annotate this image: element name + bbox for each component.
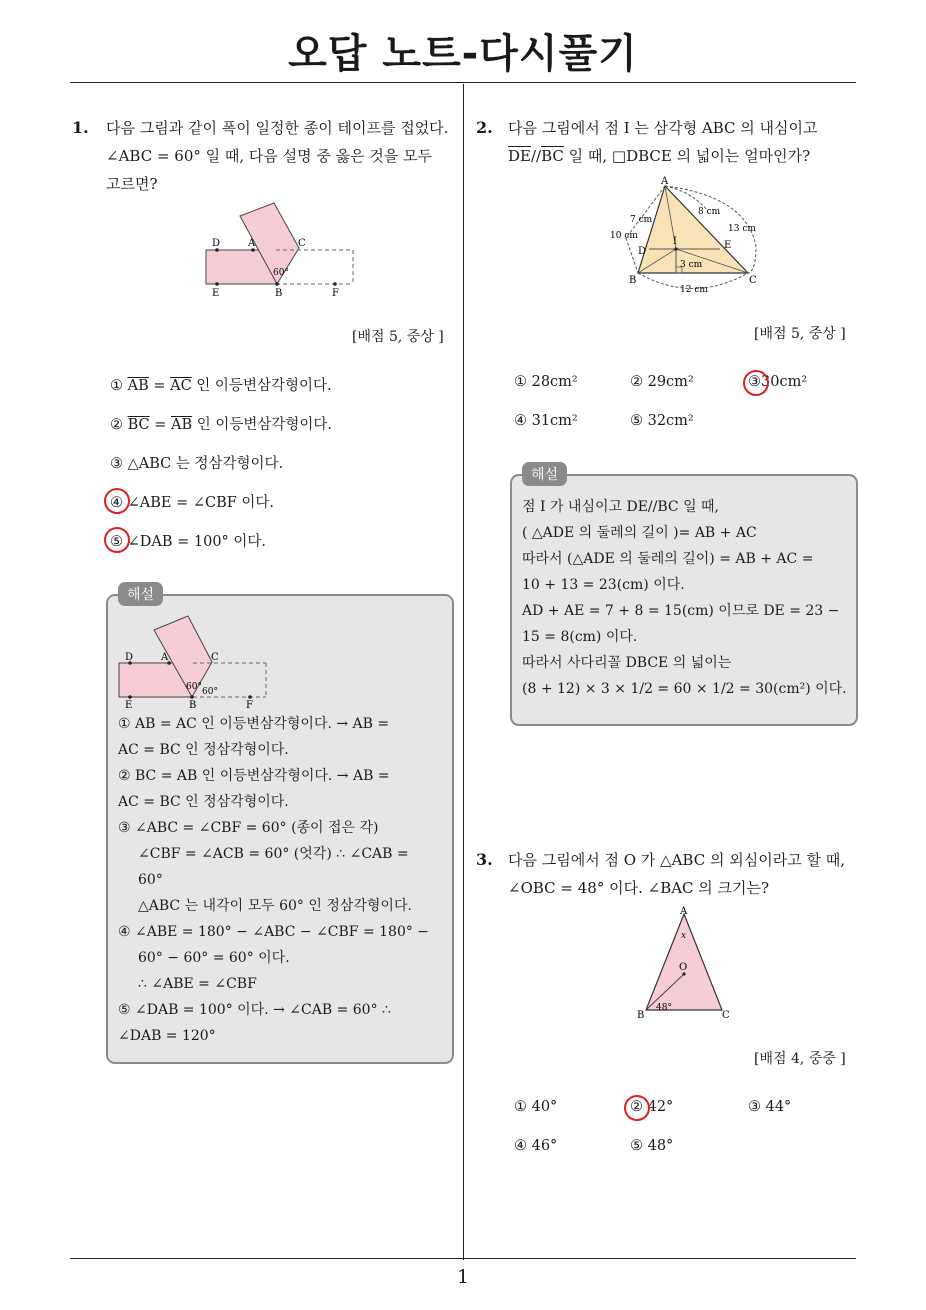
question-text: 다음 그림에서 점 O 가 △ABC 의 외심이라고 할 때, ∠OBC = 48° 이다. ∠BAC 의 크기는? <box>508 851 845 897</box>
length-13cm: 13 cm <box>728 224 756 234</box>
question-text: 다음 그림에서 점 I 는 삼각형 ABC 의 내심이고 $\overline{DE}//\overline{BC}$ 일 때, □DBCE 의 넓이는 얼마인가? <box>508 119 818 165</box>
label-F: F <box>332 288 339 299</box>
label-A: A <box>248 238 256 249</box>
angle-label: 60° <box>202 687 218 697</box>
choice-1[interactable]: ① 28cm² <box>514 374 578 390</box>
label-B: B <box>637 1010 645 1021</box>
choice-3[interactable]: ③30cm² <box>748 374 808 390</box>
choice-5[interactable]: ⑤ 32cm² <box>630 413 694 429</box>
label-C: C <box>749 275 757 286</box>
label-O: O <box>679 962 688 973</box>
solution-tape-figure <box>114 610 274 710</box>
score-label: [배점 5, 중상 ] <box>352 329 444 345</box>
score-label: [배점 5, 중상 ] <box>754 326 846 342</box>
solution-tag: 해설 <box>118 582 163 606</box>
choice-4[interactable]: ④ 31cm² <box>514 413 578 429</box>
solution-text: ① AB = AC 인 이등변삼각형이다. → AB = AC = BC 인 정삼각형이다. ② BC = AB 인 이등변삼각형이다. → AB = AC = BC 인 정삼각형이다. ③ ∠ABC = ∠CBF = 60° (종이 접은 각) ∠CBF = ∠ACB = 60° (엇각) ∴ ∠CAB = 60° △ABC 는 내각이 모두 60° 인 정삼각형이다. ④ ∠ABE = 180° − ∠ABC − ∠CBF = 180° − 60° − 60° = 60° 이다. ∴ ∠ABE = ∠CBF ⑤ ∠DAB = 100° 이다. → ∠CAB = 60° ∴ ∠DAB = 120° <box>118 716 430 1044</box>
choice-1[interactable]: ① 40° <box>514 1099 558 1115</box>
length-3cm: 3 cm <box>680 260 703 270</box>
length-7cm: 7 cm <box>630 215 653 225</box>
question-number: 2. <box>476 118 493 137</box>
angle-label: 60° <box>273 268 289 278</box>
choice-2[interactable]: ② $\overline{BC} = \overline{AB}$ 인 이등변삼각형이다. <box>110 417 333 433</box>
tape-figure <box>195 198 365 302</box>
length-12cm: 12 cm <box>680 285 708 295</box>
choice-2[interactable]: ② 29cm² <box>630 374 694 390</box>
choice-2[interactable]: ② 42° <box>630 1099 674 1115</box>
header-rule <box>70 82 856 83</box>
answer-circle <box>743 370 769 396</box>
label-D: D <box>212 238 221 249</box>
choice-5[interactable]: ⑤ 48° <box>630 1138 674 1154</box>
label-B: B <box>629 275 637 286</box>
length-8cm: 8 cm <box>698 207 721 217</box>
footer-rule <box>70 1258 856 1259</box>
choice-1[interactable]: ① $\overline{AB} = \overline{AC}$ 인 이등변삼각형이다. <box>110 378 332 394</box>
solution-text: 점 I 가 내심이고 DE//BC 일 때, ( △ADE 의 둘레의 길이 )= AB + AC 따라서 (△ADE 의 둘레의 길이) = AB + AC = 10 + 13 = 23(cm) 이다. AD + AE = 7 + 8 = 15(cm) 이므로 DE = 23 − 15 = 8(cm) 이다. 따라서 사다리꼴 DBCE 의 넓이는 (8 + 12) × 3 × 1/2 = 60 × 1/2 = 30(cm²) 이다. <box>522 499 847 697</box>
angle-label: 60° <box>186 682 202 692</box>
length-10cm: 10 cm <box>610 231 638 241</box>
label-D: D <box>125 652 134 663</box>
label-A: A <box>680 906 688 917</box>
answer-circle <box>624 1095 650 1121</box>
page-number: 1 <box>456 1266 470 1288</box>
label-C: C <box>298 238 306 249</box>
label-B: B <box>189 700 197 710</box>
choice-5[interactable]: ⑤ ∠DAB = 100° 이다. <box>110 534 267 550</box>
choice-4[interactable]: ④ ∠ABE = ∠CBF 이다. <box>110 495 275 511</box>
choice-4[interactable]: ④ 46° <box>514 1138 558 1154</box>
answer-circle <box>104 527 130 553</box>
solution-tag: 해설 <box>522 462 567 486</box>
angle-x: x <box>681 931 687 941</box>
score-label: [배점 4, 중중 ] <box>754 1051 846 1067</box>
label-C: C <box>722 1010 730 1021</box>
circumcenter-figure <box>634 906 738 1022</box>
label-I: I <box>673 236 677 247</box>
incenter-figure <box>606 176 766 298</box>
question-number: 3. <box>476 850 493 869</box>
column-divider <box>463 84 464 1260</box>
page-title: 오답 노트-다시풀기 <box>288 31 638 77</box>
label-E: E <box>724 240 732 251</box>
choice-3[interactable]: ③ △ABC 는 정삼각형이다. <box>110 456 284 472</box>
label-D: D <box>638 246 647 257</box>
choice-3[interactable]: ③ 44° <box>748 1099 792 1115</box>
question-text: 다음 그림과 같이 폭이 일정한 종이 테이프를 접었다. ∠ABC = 60° 일 때, 다음 설명 중 옳은 것을 모두 고르면? <box>106 119 449 193</box>
label-A: A <box>161 652 169 663</box>
label-F: F <box>246 700 253 710</box>
angle-48: 48° <box>656 1003 672 1013</box>
question-number: 1. <box>72 118 89 137</box>
label-C: C <box>211 652 219 663</box>
answer-circle <box>104 488 130 514</box>
label-E: E <box>212 288 220 299</box>
label-A: A <box>661 176 669 187</box>
label-E: E <box>125 700 133 710</box>
label-B: B <box>275 288 283 299</box>
